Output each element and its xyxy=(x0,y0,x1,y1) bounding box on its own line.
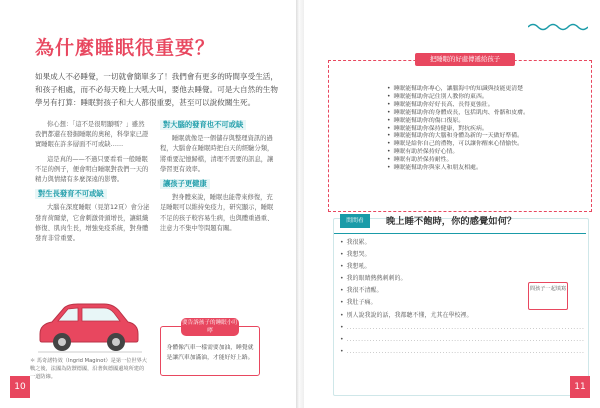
section-heading-text: 對生長發育不可或缺 xyxy=(35,189,107,199)
intro-paragraph: 如果成人不必睡覺，一切就會簡單多了！我們會有更多的時間享受生活，和孩子相處，而不必每天晚上大吼大叫，要他去睡覺。可是大自然的生物學另有打算：睡眠對孩子和大人都很重要，甚至可以說攸關生死。 xyxy=(35,72,278,107)
benefits-list xyxy=(387,86,529,173)
callout-note: 問孩子一起填寫 xyxy=(528,282,568,310)
list-item: • 睡眠能幫助你好好長高、長得更強壯。 xyxy=(387,102,529,110)
answer-text: 我的眼睛熱熱刺刺的。 xyxy=(346,275,407,283)
car-illustration xyxy=(34,296,144,354)
list-item: • 睡眠是給你自己的禮物，可以讓你醒來心情愉快。 xyxy=(387,141,529,149)
answer-text: 我想吼。 xyxy=(346,263,371,271)
list-item: • 睡眠能幫助你專心，讓腦海中的知識與技能更清楚 xyxy=(387,86,529,94)
tip-bubble-tag: 要告訴孩子的睡眠小叮嚀 xyxy=(182,320,238,334)
answer-text: 我很不清醒。 xyxy=(346,287,383,295)
list-item[interactable] xyxy=(340,249,585,261)
divider xyxy=(334,233,586,234)
answer-text: 我很累。 xyxy=(346,239,371,246)
section-heading-text: 對大腦的發育也不可或缺 xyxy=(160,120,246,130)
right-page xyxy=(304,0,600,408)
section-heading xyxy=(160,120,278,130)
left-page xyxy=(0,0,296,408)
list-item: • 睡眠能幫助你與家人和朋友相處。 xyxy=(387,165,529,173)
list-item: • 睡眠能幫助你記住別人教你的東西。 xyxy=(387,94,529,102)
page-title: 為什麼睡眠很重要？ xyxy=(35,37,216,59)
paragraph: 這是真的——不過只要看看一般睡眠不足的例子，便會明白睡眠對我們一天的精力與情緒有多麼深遠的影響。 xyxy=(35,155,149,184)
book-gutter xyxy=(296,0,304,408)
benefits-box xyxy=(328,55,592,212)
left-column xyxy=(35,120,150,248)
blank-line[interactable]: • .................................................................................. xyxy=(340,334,585,346)
squiggle-decoration xyxy=(528,22,588,32)
page-number: 10 xyxy=(10,376,30,398)
list-item: • 睡眠能幫助你的身體成長，包括肌肉、骨骼和皮膚。 xyxy=(387,110,529,118)
footnote: ＊ 馬奇諾特效（Ingrid Maginot）是第一位世界大戰之後，法國為防禦德國，沿著與德國邊境所建的一道防線。 xyxy=(30,358,147,380)
tip-bubble-text: 身體像汽車一樣需要加油，睡覺就是讓汽車加滿油，才能好好上路。 xyxy=(166,345,254,361)
page-number: 11 xyxy=(570,376,590,398)
list-item: • 睡眠能幫助你的大腦和身體為新的一天做好準備。 xyxy=(387,133,529,141)
list-item: • 睡眠能幫助你的傷口復原。 xyxy=(387,118,529,126)
question-title: 晚上睡不飽時，你的感覺如何？ xyxy=(386,216,517,227)
answer-text: 我想哭。 xyxy=(346,251,371,259)
section-heading xyxy=(35,189,150,199)
paragraph: 對身體來說，睡眠也能帶來修復，充足睡眠可以維持免疫力，研究顯示，睡眠不足的孩子較容易生病，也與體重過重、注意力不集中等問題有關。 xyxy=(160,194,274,232)
benefits-tag: 把睡眠的好處傳遞給孩子 xyxy=(415,53,515,66)
list-item: • 睡眠能幫助你保持健康，對抗疾病。 xyxy=(387,126,529,134)
list-item[interactable] xyxy=(340,261,585,273)
paragraph: 大腦在深度睡眠（見第12頁）會分泌發育荷爾蒙，它會刺激骨頭增長，讓組織修復、肌肉生長，增強免疫系統，對身體發育非常重要。 xyxy=(35,204,150,243)
section-heading xyxy=(160,179,278,189)
tip-bubble xyxy=(160,320,260,376)
list-item: • 睡眠有助於保持好心情。 xyxy=(387,149,529,157)
blank-line[interactable]: • .................................................................................. xyxy=(340,322,585,334)
paragraph: 睡眠就像是一個儲存與整理資訊的過程，大腦會在睡眠時把白天的經驗分類，將重要記憶歸檔，清理不需要的訊息，讓學習更有效率。 xyxy=(160,135,274,173)
question-label: 問問看 xyxy=(340,214,370,228)
blank-line[interactable]: • .................................................................................. xyxy=(340,346,585,358)
answer-text: 我肚子痛。 xyxy=(346,299,377,307)
right-column xyxy=(160,120,278,238)
list-item: • 睡眠有助於保持耐性。 xyxy=(387,157,529,165)
list-item[interactable] xyxy=(340,310,585,322)
list-item[interactable] xyxy=(340,237,585,249)
section-heading-text: 讓孩子更健康 xyxy=(160,179,210,189)
answer-text: 別人說我說的話，我都聽不懂，尤其在學校裡。 xyxy=(346,311,473,319)
paragraph: 你心想：「這不是很明顯嗎？」雖然我們都還在發掘睡眠的奧秘，科學家已證實睡眠在許多層面不可或缺…… xyxy=(35,121,149,149)
